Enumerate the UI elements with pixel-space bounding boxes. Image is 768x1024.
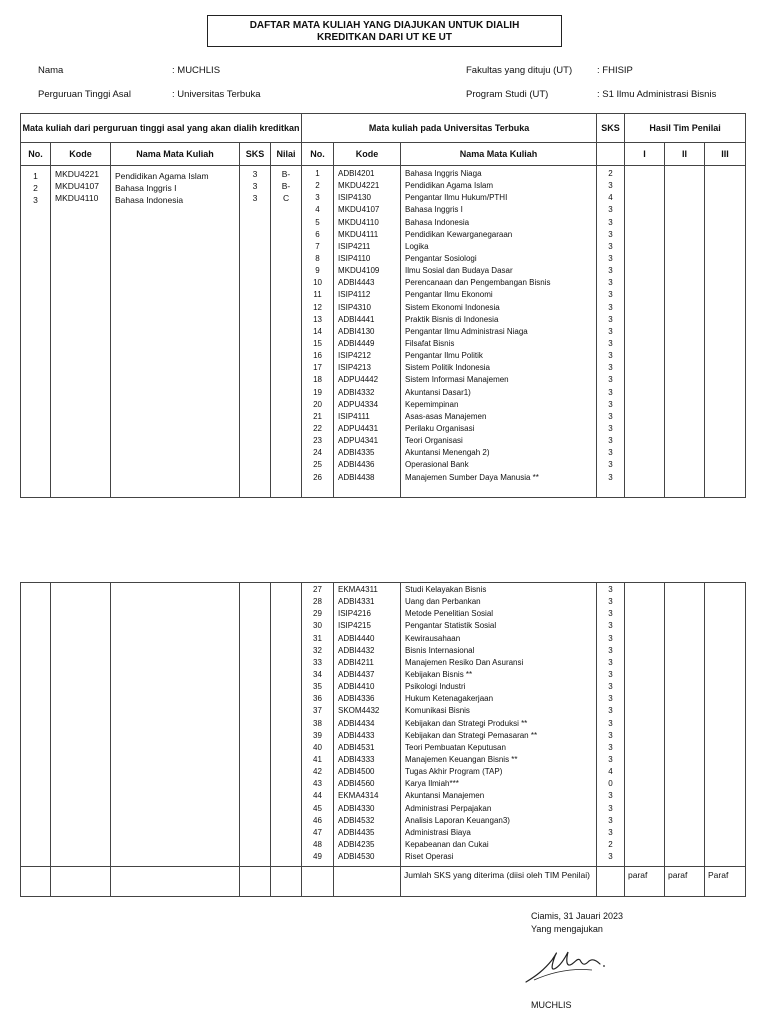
signature-applicant-label: Yang mengajukan — [531, 924, 603, 934]
fakultas-label: Fakultas yang dituju (UT) — [466, 65, 573, 76]
list-item: 47 — [313, 827, 322, 837]
list-item: ADBI4436 — [338, 460, 375, 470]
list-item: 43 — [313, 779, 322, 789]
list-item: Pengantar Ilmu Politik — [405, 351, 483, 361]
list-item: ADBI4410 — [338, 682, 375, 692]
list-item: 35 — [313, 682, 322, 692]
list-item: 3 — [608, 669, 613, 679]
list-item: ADBI4130 — [338, 326, 375, 336]
list-item: 18 — [313, 375, 322, 385]
list-item: 2 — [608, 839, 613, 849]
list-item: Bahasa Inggris I — [115, 183, 177, 193]
list-item: SKOM4432 — [338, 706, 380, 716]
list-item: MKDU4110 — [55, 193, 99, 203]
list-item: 1 — [315, 169, 320, 178]
list-item: 32 — [313, 645, 322, 655]
form-title-line1: DAFTAR MATA KULIAH YANG DIAJUKAN UNTUK DIALIH — [249, 20, 520, 31]
list-item: ISIP4112 — [338, 290, 371, 300]
list-item: 3 — [608, 803, 613, 813]
list-item: 11 — [313, 290, 322, 300]
total-sks-label: Jumlah SKS yang diterima (diisi oleh TIM Penilai) — [401, 867, 597, 897]
list-item: Sistem Informasi Manajemen — [405, 375, 509, 385]
list-item: 8 — [315, 253, 320, 263]
list-item: ADBI4531 — [338, 742, 375, 752]
list-item: ADBI4437 — [338, 669, 375, 679]
ut-nama-col — [401, 166, 597, 498]
list-item: 5 — [315, 217, 320, 227]
paraf-iii[interactable]: Paraf — [705, 867, 746, 897]
list-item: ADBI4332 — [338, 387, 375, 397]
list-item: 3 — [608, 645, 613, 655]
list-item: ADBI4560 — [338, 779, 375, 789]
ut-no-col — [302, 583, 334, 867]
list-item: 3 — [608, 363, 613, 373]
list-item: Logika — [405, 241, 429, 251]
list-item: MKDU4107 — [55, 181, 99, 191]
list-item: 3 — [608, 423, 613, 433]
asal-nilai-col — [271, 583, 302, 867]
list-item: Riset Operasi — [405, 852, 454, 862]
list-item: 3 — [608, 351, 613, 361]
list-item: 38 — [313, 718, 322, 728]
list-item: 3 — [608, 657, 613, 667]
list-item: 3 — [608, 682, 613, 692]
list-item: ADBI4331 — [338, 597, 375, 607]
list-item: 34 — [313, 669, 322, 679]
list-item: 3 — [608, 436, 613, 446]
list-item: 3 — [608, 399, 613, 409]
list-item: 3 — [608, 597, 613, 607]
list-item: Komunikasi Bisnis — [405, 706, 470, 716]
list-item: 3 — [608, 229, 613, 239]
paraf-ii[interactable]: paraf — [665, 867, 705, 897]
list-item: 12 — [313, 302, 322, 312]
ut-no-col — [302, 166, 334, 498]
asal-no-col — [21, 166, 51, 498]
asal-kode-col — [51, 583, 111, 867]
list-item: ISIP4212 — [338, 351, 371, 361]
list-item: B- — [281, 181, 291, 191]
handwritten-signature — [522, 942, 612, 988]
list-item: ADBI4435 — [338, 827, 375, 837]
list-item: 28 — [313, 597, 322, 607]
penilai-iii-cell[interactable] — [705, 583, 746, 867]
total-blank-cell — [51, 867, 111, 897]
course-table-page2 — [20, 582, 746, 897]
list-item: 49 — [313, 852, 322, 862]
list-item: 40 — [313, 742, 322, 752]
list-item: 3 — [608, 633, 613, 643]
list-item: EKMA4314 — [338, 791, 379, 801]
list-item: ISIP4216 — [338, 609, 371, 619]
ut-sks-blank-header — [597, 143, 625, 166]
list-item: 3 — [608, 815, 613, 825]
list-item: Psikologi Industri — [405, 682, 466, 692]
penilai-iii-cell[interactable] — [705, 166, 746, 498]
list-item: ISIP4215 — [338, 621, 371, 631]
list-item: Kebijakan Bisnis ** — [405, 669, 473, 679]
list-item: MKDU4111 — [338, 229, 379, 239]
list-item: 3 — [33, 195, 38, 205]
list-item: Kebijakan dan Strategi Pemasaran ** — [405, 730, 538, 740]
nama-label: Nama — [38, 65, 64, 76]
ut-kode-col — [334, 583, 401, 867]
list-item: ADBI4235 — [338, 839, 375, 849]
list-item: 3 — [608, 827, 613, 837]
pt-value: : Universitas Terbuka — [172, 89, 261, 100]
prodi-label: Program Studi (UT) — [466, 89, 549, 100]
penilai-i-cell[interactable] — [625, 166, 665, 498]
list-item: 26 — [313, 472, 322, 482]
list-item: 44 — [313, 791, 322, 801]
list-item: Bisnis Internasional — [405, 645, 475, 655]
total-blank-cell — [240, 867, 271, 897]
asal-kode-col — [51, 166, 111, 498]
list-item: 29 — [313, 609, 322, 619]
list-item: 3 — [608, 290, 613, 300]
list-item: 2 — [315, 181, 320, 191]
list-item: Pendidikan Kewarganegaraan — [405, 229, 513, 239]
list-item: 3 — [608, 609, 613, 619]
list-item: Kewirausahaan — [405, 633, 461, 643]
asal-nama-col — [111, 583, 240, 867]
course-table-page1 — [20, 113, 746, 498]
list-item: Kepabeanan dan Cukai — [405, 839, 489, 849]
list-item: 3 — [608, 791, 613, 801]
list-item: ISIP4213 — [338, 363, 371, 373]
list-item: 48 — [313, 839, 322, 849]
list-item: 37 — [313, 706, 322, 716]
list-item: Sistem Ekonomi Indonesia — [405, 302, 500, 312]
list-item: ADBI4433 — [338, 730, 375, 740]
list-item: 3 — [608, 730, 613, 740]
list-item: 4 — [608, 193, 613, 203]
list-item: 30 — [313, 621, 322, 631]
list-item: Kebijakan dan Strategi Produksi ** — [405, 718, 528, 728]
list-item: 3 — [252, 193, 258, 203]
list-item: 31 — [313, 633, 322, 643]
list-item: EKMA4311 — [338, 585, 378, 594]
list-item: MKDU4109 — [338, 266, 380, 276]
ut-sks-col — [597, 166, 625, 498]
list-item: Pengantar Ilmu Ekonomi — [405, 290, 493, 300]
list-item: Teori Pembuatan Keputusan — [405, 742, 506, 752]
list-item: 46 — [313, 815, 322, 825]
list-item: Administrasi Biaya — [405, 827, 471, 837]
paraf-i[interactable]: paraf — [625, 867, 665, 897]
list-item: ADBI4330 — [338, 803, 375, 813]
list-item: Perencanaan dan Pengembangan Bisnis — [405, 278, 551, 288]
list-item: Bahasa Indonesia — [405, 217, 470, 227]
list-item: ADBI4440 — [338, 633, 375, 643]
list-item: Akuntansi Dasar1) — [405, 387, 471, 397]
list-item: 7 — [315, 241, 320, 251]
list-item: 3 — [252, 169, 258, 179]
list-item: ADBI4443 — [338, 278, 375, 288]
list-item: ADBI4530 — [338, 852, 375, 862]
list-item: Pengantar Sosiologi — [405, 253, 477, 263]
list-item: 16 — [313, 351, 322, 361]
list-item: Administrasi Perpajakan — [405, 803, 492, 813]
list-item: 0 — [608, 779, 613, 789]
list-item: Filsafat Bisnis — [405, 338, 455, 348]
list-item: 3 — [608, 205, 613, 215]
list-item: ADPU4334 — [338, 399, 379, 409]
list-item: ADBI4336 — [338, 694, 375, 704]
signature-name: MUCHLIS — [531, 1000, 572, 1010]
form-title-line2: KREDITKAN DARI UT KE UT — [317, 32, 452, 43]
list-item: 14 — [313, 326, 322, 336]
list-item: MKDU4221 — [338, 181, 380, 191]
list-item: ISIP4111 — [338, 411, 370, 421]
list-item: 3 — [608, 314, 613, 324]
list-item: 33 — [313, 657, 322, 667]
list-item: 3 — [608, 338, 613, 348]
list-item: Perilaku Organisasi — [405, 423, 475, 433]
list-item: Metode Penelitian Sosial — [405, 609, 494, 619]
ut-kode-col — [334, 166, 401, 498]
list-item: ISIP4130 — [338, 193, 371, 203]
list-item: 25 — [313, 460, 322, 470]
list-item: 3 — [315, 193, 320, 203]
total-blank-cell — [271, 867, 302, 897]
list-item: 3 — [608, 302, 613, 312]
list-item: Uang dan Perbankan — [405, 597, 481, 607]
list-item: 3 — [608, 472, 613, 482]
list-item: 19 — [313, 387, 322, 397]
list-item: Studi Kelayakan Bisnis — [405, 585, 487, 594]
list-item: 3 — [608, 754, 613, 764]
fakultas-value: : FHISIP — [597, 65, 633, 76]
list-item: Pengantar Ilmu Administrasi Niaga — [405, 326, 528, 336]
list-item: 3 — [252, 181, 258, 191]
list-item: 3 — [608, 253, 613, 263]
list-item: ADBI4500 — [338, 767, 375, 777]
list-item: 3 — [608, 706, 613, 716]
list-item: 3 — [608, 621, 613, 631]
list-item: 3 — [608, 718, 613, 728]
list-item: Manajemen Keuangan Bisnis ** — [405, 754, 518, 764]
list-item: B- — [281, 169, 291, 179]
list-item: 3 — [608, 181, 613, 191]
list-item: ADBI4201 — [338, 169, 375, 178]
list-item: 3 — [608, 217, 613, 227]
list-item: MKDU4107 — [338, 205, 380, 215]
list-item: 23 — [313, 436, 322, 446]
asal-sks-col — [240, 166, 271, 498]
total-sks-value[interactable] — [597, 867, 625, 897]
signature-place-date: Ciamis, 31 Jauari 2023 — [531, 911, 624, 921]
list-item: 10 — [313, 278, 322, 288]
list-item: 3 — [608, 266, 613, 276]
total-blank-cell — [302, 867, 334, 897]
list-item: Teori Organisasi — [405, 436, 463, 446]
list-item: 36 — [313, 694, 322, 704]
list-item: MKDU4110 — [338, 217, 379, 227]
asal-nilai-col — [271, 166, 302, 498]
prodi-value: : S1 Ilmu Administrasi Bisnis — [597, 89, 717, 100]
list-item: Bahasa Inggris Niaga — [405, 169, 482, 178]
total-blank-cell — [111, 867, 240, 897]
list-item: ADBI4335 — [338, 448, 375, 458]
ut-sks-header: SKS — [597, 114, 625, 143]
ut-sks-col — [597, 583, 625, 867]
list-item: Sistem Politik Indonesia — [405, 363, 490, 373]
list-item: ISIP4211 — [338, 241, 371, 251]
list-item: 15 — [313, 338, 322, 348]
list-item: ADBI4211 — [338, 657, 374, 667]
list-item: Akuntansi Menengah 2) — [405, 448, 490, 458]
list-item: 6 — [315, 229, 320, 239]
list-item: 3 — [608, 326, 613, 336]
list-item: Hukum Ketenagakerjaan — [405, 694, 494, 704]
list-item: 4 — [608, 767, 613, 777]
ut-nama-header: Nama Mata Kuliah — [401, 143, 597, 166]
list-item: Kepemimpinan — [405, 399, 459, 409]
list-item: Operasional Bank — [405, 460, 469, 470]
list-item: Akuntansi Manajemen — [405, 791, 485, 801]
list-item: 24 — [313, 448, 322, 458]
list-item: ADBI4333 — [338, 754, 375, 764]
list-item: ADBI4449 — [338, 338, 375, 348]
penilai-i-header: I — [625, 143, 665, 166]
hasil-header: Hasil Tim Penilai — [625, 114, 746, 143]
list-item: Pengantar Ilmu Hukum/PTHI — [405, 193, 508, 203]
penilai-ii-header: II — [665, 143, 705, 166]
list-item: 41 — [313, 754, 322, 764]
list-item: 22 — [313, 423, 322, 433]
penilai-ii-cell[interactable] — [665, 166, 705, 498]
asal-group-header: Mata kuliah dari perguruan tinggi asal yang akan dialih kreditkan — [21, 114, 302, 143]
list-item: ADPU4341 — [338, 436, 379, 446]
list-item: 2 — [33, 183, 38, 193]
asal-no-col — [21, 583, 51, 867]
asal-nama-col — [111, 166, 240, 498]
pt-label: Perguruan Tinggi Asal — [38, 89, 131, 100]
ut-no-header: No. — [302, 143, 334, 166]
list-item: 3 — [608, 387, 613, 397]
list-item: Pendidikan Agama Islam — [405, 181, 494, 191]
list-item: 45 — [313, 803, 322, 813]
list-item: Tugas Akhir Program (TAP) — [405, 767, 503, 777]
asal-sks-header: SKS — [240, 143, 271, 166]
list-item: C — [282, 193, 290, 203]
asal-nilai-header: Nilai — [271, 143, 302, 166]
list-item: 3 — [608, 241, 613, 251]
list-item: 13 — [313, 314, 322, 324]
total-blank-cell — [21, 867, 51, 897]
list-item: 39 — [313, 730, 322, 740]
list-item: 3 — [608, 278, 613, 288]
list-item: 17 — [313, 363, 322, 373]
asal-kode-header: Kode — [51, 143, 111, 166]
list-item: 4 — [315, 205, 320, 215]
list-item: Karya Ilmiah*** — [405, 779, 459, 789]
asal-nama-header: Nama Mata Kuliah — [111, 143, 240, 166]
list-item: 3 — [608, 742, 613, 752]
list-item: ADBI4434 — [338, 718, 375, 728]
ut-nama-col — [401, 583, 597, 867]
ut-kode-header: Kode — [334, 143, 401, 166]
list-item: 3 — [608, 411, 613, 421]
list-item: ADBI4438 — [338, 472, 375, 482]
list-item: 3 — [608, 375, 613, 385]
penilai-i-cell[interactable] — [625, 583, 665, 867]
list-item: ISIP4310 — [338, 302, 371, 312]
total-blank-cell — [334, 867, 401, 897]
list-item: Asas-asas Manajemen — [405, 411, 487, 421]
list-item: 2 — [608, 169, 613, 178]
list-item: 20 — [313, 399, 322, 409]
list-item: 3 — [608, 448, 613, 458]
list-item: Analisis Laporan Keuangan3) — [405, 815, 510, 825]
list-item: 3 — [608, 852, 613, 862]
list-item: Bahasa Inggris I — [405, 205, 463, 215]
list-item: MKDU4221 — [55, 169, 99, 179]
list-item: ADBI4532 — [338, 815, 375, 825]
list-item: 21 — [313, 411, 322, 421]
list-item: ADPU4431 — [338, 423, 379, 433]
list-item: 1 — [33, 171, 38, 181]
ut-group-header: Mata kuliah pada Universitas Terbuka — [302, 114, 597, 143]
list-item: ADBI4432 — [338, 645, 375, 655]
list-item: Manajemen Resiko Dan Asuransi — [405, 657, 524, 667]
list-item: 3 — [608, 585, 613, 594]
list-item: ADPU4442 — [338, 375, 379, 385]
list-item: Ilmu Sosial dan Budaya Dasar — [405, 266, 513, 276]
list-item: 42 — [313, 767, 322, 777]
list-item: Pendidikan Agama Islam — [115, 171, 209, 181]
list-item: Praktik Bisnis di Indonesia — [405, 314, 499, 324]
penilai-ii-cell[interactable] — [665, 583, 705, 867]
form-title-box — [207, 15, 562, 47]
list-item: 3 — [608, 460, 613, 470]
penilai-iii-header: III — [705, 143, 746, 166]
list-item: ADBI4441 — [338, 314, 375, 324]
asal-no-header: No. — [21, 143, 51, 166]
list-item: ISIP4110 — [338, 253, 371, 263]
list-item: Manajemen Sumber Daya Manusia ** — [405, 472, 539, 482]
list-item: Bahasa Indonesia — [115, 195, 184, 205]
list-item: 27 — [313, 585, 322, 594]
list-item: 9 — [315, 266, 320, 276]
list-item: Pengantar Statistik Sosial — [405, 621, 497, 631]
asal-sks-col — [240, 583, 271, 867]
list-item: 3 — [608, 694, 613, 704]
nama-value: : MUCHLIS — [172, 65, 221, 76]
